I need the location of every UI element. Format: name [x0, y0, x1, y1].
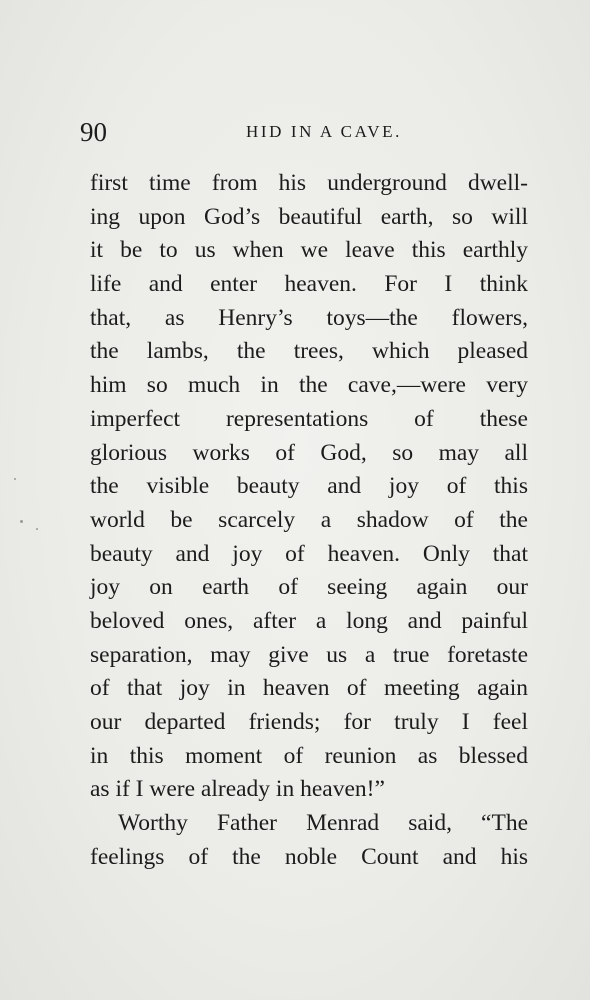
- page-number: 90: [80, 117, 107, 147]
- page-header: [80, 112, 530, 152]
- text-line: the lambs, the trees, which pleased: [90, 338, 528, 365]
- text-line: joy on earth of seeing again our: [90, 574, 528, 601]
- text-line: Worthy Father Menrad said, “The: [118, 810, 528, 837]
- paper-speck: [14, 478, 16, 480]
- text-line: as if I were already in heaven!”: [90, 776, 385, 803]
- text-line: beloved ones, after a long and painful: [90, 607, 528, 634]
- running-title: HID IN A CAVE.: [245, 122, 403, 141]
- text-line: that, as Henry’s toys—the flowers,: [90, 304, 528, 331]
- text-line: of that joy in heaven of meeting again: [90, 675, 528, 702]
- text-line: world be scarcely a shadow of the: [90, 506, 528, 533]
- text-line: our departed friends; for truly I feel: [90, 709, 528, 735]
- text-line: the visible beauty and joy of this: [90, 473, 528, 500]
- text-line: imperfect representations of these: [90, 405, 528, 432]
- body-text: [90, 167, 528, 874]
- text-line: ing upon God’s beautiful earth, so will: [90, 203, 528, 230]
- paper-speck: [36, 528, 38, 530]
- text-line: in this moment of reunion as blessed: [90, 742, 528, 769]
- text-line: him so much in the cave,—were very: [90, 372, 528, 399]
- paper-speck: [20, 520, 23, 523]
- text-line: life and enter heaven. For I think: [90, 271, 528, 298]
- text-line: beauty and joy of heaven. Only that: [90, 540, 528, 567]
- text-line: separation, may give us a true foretaste: [90, 641, 528, 668]
- text-line: glorious works of God, so may all: [90, 439, 528, 466]
- text-line: it be to us when we leave this earthly: [90, 237, 528, 264]
- text-line: first time from his underground dwell-: [90, 170, 528, 196]
- text-line: feelings of the noble Count and his: [90, 843, 528, 870]
